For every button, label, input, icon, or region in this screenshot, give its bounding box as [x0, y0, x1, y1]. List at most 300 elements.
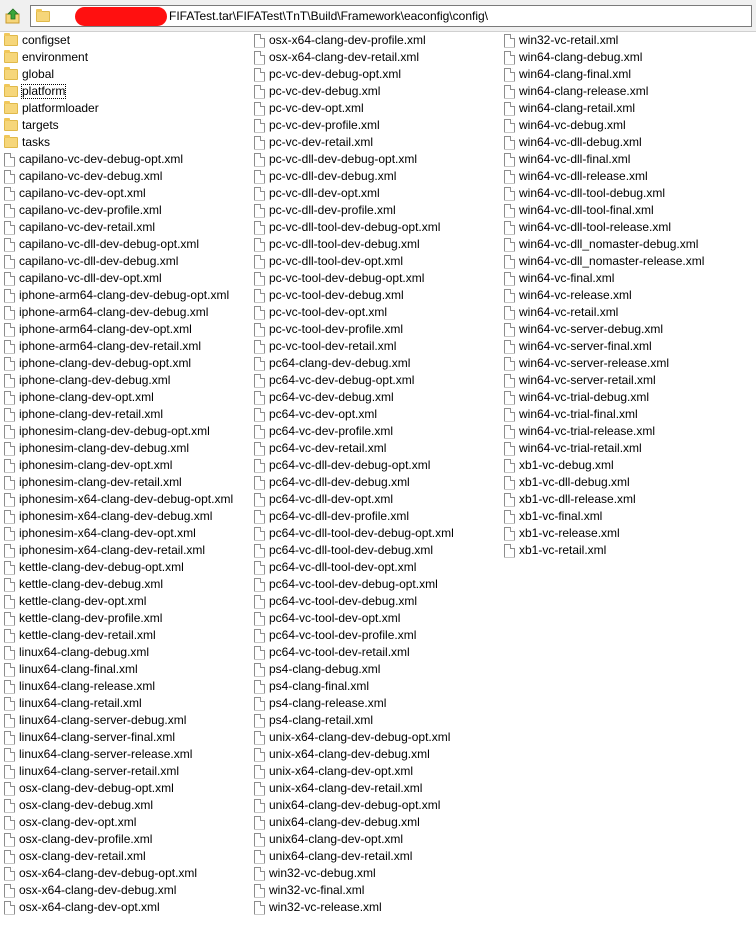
file-item[interactable]: [504, 151, 631, 168]
item-label: pc-vc-dll-tool-dev-debug-opt.xml: [269, 220, 441, 234]
file-icon: [254, 153, 265, 167]
file-icon: [254, 357, 265, 371]
file-item[interactable]: [254, 287, 405, 304]
item-label: kettle-clang-dev-retail.xml: [19, 628, 156, 642]
file-item[interactable]: [254, 474, 411, 491]
file-icon: [254, 408, 265, 422]
file-item[interactable]: [254, 559, 417, 576]
file-icon: [4, 578, 15, 592]
file-item[interactable]: [4, 304, 209, 321]
folder-item[interactable]: [4, 83, 66, 100]
file-item[interactable]: [4, 372, 171, 389]
file-icon: [254, 170, 265, 184]
file-item[interactable]: [4, 814, 137, 831]
file-icon: [254, 714, 265, 728]
file-item[interactable]: [254, 831, 404, 848]
item-label: pc64-clang-dev-debug.xml: [269, 356, 411, 370]
file-icon: [254, 748, 265, 762]
item-label: capilano-vc-dll-dev-opt.xml: [19, 271, 162, 285]
file-icon: [254, 629, 265, 643]
item-label: win32-vc-release.xml: [269, 900, 382, 914]
file-item[interactable]: [254, 151, 418, 168]
file-item[interactable]: [254, 491, 394, 508]
file-item[interactable]: [254, 185, 381, 202]
file-item[interactable]: [254, 678, 370, 695]
item-label: xb1-vc-final.xml: [519, 509, 603, 523]
item-label: ps4-clang-release.xml: [269, 696, 387, 710]
file-item[interactable]: [4, 508, 213, 525]
file-item[interactable]: [4, 865, 198, 882]
file-item[interactable]: [4, 559, 185, 576]
item-label: win64-vc-trial-release.xml: [519, 424, 656, 438]
file-item[interactable]: [254, 83, 381, 100]
file-icon: [254, 782, 265, 796]
file-item[interactable]: [4, 253, 179, 270]
file-item[interactable]: [4, 151, 184, 168]
file-item[interactable]: [504, 372, 657, 389]
file-icon: [4, 816, 15, 830]
file-item[interactable]: [254, 168, 397, 185]
file-item[interactable]: [254, 270, 425, 287]
file-icon: [4, 493, 15, 507]
item-label: unix64-clang-dev-opt.xml: [269, 832, 404, 846]
item-label: pc64-vc-dev-retail.xml: [269, 441, 387, 455]
file-item[interactable]: [4, 491, 234, 508]
item-label: pc-vc-dll-dev-debug.xml: [269, 169, 397, 183]
file-icon: [504, 51, 515, 65]
item-label: win64-vc-dll-final.xml: [519, 152, 631, 166]
item-label: pc64-vc-dll-dev-opt.xml: [269, 492, 394, 506]
file-item[interactable]: [4, 831, 153, 848]
file-item[interactable]: [254, 338, 397, 355]
file-icon: [254, 646, 265, 660]
file-item[interactable]: [504, 117, 627, 134]
file-item[interactable]: [4, 474, 183, 491]
file-item[interactable]: [254, 899, 383, 916]
file-item[interactable]: [504, 134, 643, 151]
file-item[interactable]: [4, 423, 211, 440]
file-icon: [504, 136, 515, 150]
file-item[interactable]: [504, 338, 653, 355]
file-item[interactable]: [254, 848, 413, 865]
item-label: unix-x64-clang-dev-retail.xml: [269, 781, 423, 795]
file-item[interactable]: [254, 236, 421, 253]
file-item[interactable]: [254, 763, 414, 780]
item-label: win64-vc-dll_nomaster-debug.xml: [519, 237, 699, 251]
item-label: linux64-clang-retail.xml: [19, 696, 142, 710]
file-item[interactable]: [4, 389, 155, 406]
folder-item[interactable]: [4, 100, 100, 117]
item-label: pc-vc-tool-dev-debug.xml: [269, 288, 404, 302]
item-label: xb1-vc-debug.xml: [519, 458, 614, 472]
file-item[interactable]: [4, 899, 161, 916]
item-label: pc64-vc-tool-dev-profile.xml: [269, 628, 417, 642]
file-item[interactable]: [4, 525, 197, 542]
file-item[interactable]: [254, 423, 394, 440]
file-item[interactable]: [4, 678, 156, 695]
item-label: win32-vc-retail.xml: [519, 33, 619, 47]
file-item[interactable]: [4, 712, 187, 729]
file-item[interactable]: [4, 185, 147, 202]
item-label: iphonesim-clang-dev-opt.xml: [19, 458, 173, 472]
file-item[interactable]: [254, 440, 387, 457]
file-item[interactable]: [504, 253, 705, 270]
item-label: osx-x64-clang-dev-debug-opt.xml: [19, 866, 198, 880]
file-icon: [254, 68, 265, 82]
file-icon: [254, 340, 265, 354]
file-icon: [254, 187, 265, 201]
item-label: capilano-vc-dll-dev-debug.xml: [19, 254, 179, 268]
file-item[interactable]: [4, 321, 193, 338]
file-item[interactable]: [254, 780, 423, 797]
file-icon: [504, 442, 515, 456]
file-icon: [254, 850, 265, 864]
file-icon: [4, 765, 15, 779]
file-icon: [4, 374, 15, 388]
file-item[interactable]: [4, 406, 164, 423]
item-label: win64-vc-dll-release.xml: [519, 169, 648, 183]
file-icon: [504, 170, 515, 184]
item-label: xb1-vc-release.xml: [519, 526, 620, 540]
file-item[interactable]: [254, 593, 418, 610]
file-item[interactable]: [4, 219, 156, 236]
item-label: pc64-vc-tool-dev-debug.xml: [269, 594, 418, 608]
item-label: unix64-clang-dev-retail.xml: [269, 849, 413, 863]
path-text: FIFATest.tar\FIFATest\TnT\Build\Framework\eaconfig\config\: [169, 9, 488, 23]
file-icon: [4, 221, 15, 235]
file-icon: [254, 884, 265, 898]
file-icon: [504, 476, 515, 490]
folder-icon: [4, 137, 18, 148]
file-icon: [504, 272, 515, 286]
item-label: pc64-vc-dev-profile.xml: [269, 424, 394, 438]
item-label: pc-vc-tool-dev-retail.xml: [269, 339, 397, 353]
file-item[interactable]: [254, 100, 365, 117]
item-label: linux64-clang-release.xml: [19, 679, 156, 693]
file-item[interactable]: [254, 219, 441, 236]
item-label: osx-x64-clang-dev-profile.xml: [269, 33, 426, 47]
item-label: iphonesim-x64-clang-dev-opt.xml: [19, 526, 196, 540]
file-item[interactable]: [504, 491, 637, 508]
item-label: osx-x64-clang-dev-retail.xml: [269, 50, 420, 64]
file-icon: [4, 187, 15, 201]
file-icon: [504, 459, 515, 473]
item-label: pc64-vc-dll-tool-dev-debug.xml: [269, 543, 434, 557]
item-label: pc64-vc-tool-dev-debug-opt.xml: [269, 577, 438, 591]
file-item[interactable]: [254, 253, 404, 270]
file-item[interactable]: [254, 576, 439, 593]
item-label: capilano-vc-dev-opt.xml: [19, 186, 146, 200]
item-label: pc64-vc-dll-dev-profile.xml: [269, 509, 410, 523]
file-item[interactable]: [4, 780, 175, 797]
file-item[interactable]: [254, 729, 451, 746]
file-item[interactable]: [254, 406, 378, 423]
item-label: pc64-vc-dev-opt.xml: [269, 407, 378, 421]
folder-item[interactable]: [4, 134, 51, 151]
file-item[interactable]: [254, 610, 401, 627]
file-item[interactable]: [504, 168, 649, 185]
file-item[interactable]: [504, 202, 655, 219]
file-item[interactable]: [504, 457, 615, 474]
file-icon: [254, 391, 265, 405]
file-icon: [504, 374, 515, 388]
file-item[interactable]: [504, 185, 666, 202]
file-item[interactable]: [504, 32, 619, 49]
file-item[interactable]: [254, 695, 387, 712]
file-item[interactable]: [254, 202, 397, 219]
file-item[interactable]: [4, 729, 176, 746]
folder-icon: [4, 52, 18, 63]
file-item[interactable]: [4, 202, 163, 219]
file-item[interactable]: [4, 542, 206, 559]
file-item[interactable]: [254, 355, 411, 372]
file-item[interactable]: [504, 287, 633, 304]
file-item[interactable]: [504, 542, 607, 559]
item-label: win64-clang-retail.xml: [519, 101, 636, 115]
file-item[interactable]: [254, 372, 415, 389]
file-item[interactable]: [504, 49, 643, 66]
file-icon: [504, 102, 515, 116]
file-item[interactable]: [254, 66, 402, 83]
file-icon: [4, 459, 15, 473]
item-label: xb1-vc-dll-debug.xml: [519, 475, 630, 489]
item-label: linux64-clang-server-final.xml: [19, 730, 176, 744]
file-icon: [254, 272, 265, 286]
item-label: platform: [22, 84, 66, 98]
item-label: global: [22, 67, 55, 81]
file-item[interactable]: [504, 389, 650, 406]
file-item[interactable]: [4, 644, 150, 661]
folder-item[interactable]: [4, 66, 55, 83]
item-label: win64-vc-trial-debug.xml: [519, 390, 650, 404]
file-item[interactable]: [254, 882, 365, 899]
file-item[interactable]: [4, 338, 202, 355]
file-item[interactable]: [254, 542, 434, 559]
file-item[interactable]: [504, 66, 632, 83]
file-icon: [254, 374, 265, 388]
file-item[interactable]: [4, 661, 139, 678]
file-icon: [254, 442, 265, 456]
file-item[interactable]: [504, 219, 672, 236]
folder-item[interactable]: [4, 32, 71, 49]
file-icon: [4, 884, 15, 898]
item-label: win64-vc-dll-debug.xml: [519, 135, 642, 149]
file-icon: [4, 544, 15, 558]
file-icon: [504, 68, 515, 82]
file-icon: [504, 544, 515, 558]
file-item[interactable]: [254, 797, 441, 814]
item-label: pc64-vc-dev-debug.xml: [269, 390, 394, 404]
file-item[interactable]: [504, 100, 636, 117]
file-item[interactable]: [254, 746, 431, 763]
item-label: win32-vc-final.xml: [269, 883, 365, 897]
item-label: iphone-clang-dev-debug-opt.xml: [19, 356, 192, 370]
item-label: win64-vc-final.xml: [519, 271, 615, 285]
item-label: win64-vc-server-final.xml: [519, 339, 652, 353]
file-item[interactable]: [4, 236, 200, 253]
item-label: targets: [22, 118, 59, 132]
file-icon: [504, 323, 515, 337]
file-item[interactable]: [4, 746, 193, 763]
file-item[interactable]: [254, 865, 377, 882]
file-item[interactable]: [504, 440, 643, 457]
item-label: kettle-clang-dev-debug-opt.xml: [19, 560, 184, 574]
folder-icon: [4, 120, 18, 131]
file-item[interactable]: [254, 304, 388, 321]
item-label: win64-vc-trial-final.xml: [519, 407, 638, 421]
file-item[interactable]: [254, 32, 427, 49]
item-label: ps4-clang-debug.xml: [269, 662, 381, 676]
file-icon: [4, 408, 15, 422]
file-icon: [254, 34, 265, 48]
file-item[interactable]: [504, 508, 603, 525]
file-icon: [504, 119, 515, 133]
path-field[interactable]: [30, 5, 752, 27]
item-label: iphone-arm64-clang-dev-debug-opt.xml: [19, 288, 230, 302]
file-item[interactable]: [4, 627, 157, 644]
file-item[interactable]: [4, 168, 163, 185]
item-label: iphonesim-x64-clang-dev-debug-opt.xml: [19, 492, 234, 506]
folder-item[interactable]: [4, 117, 60, 134]
item-label: win64-vc-server-debug.xml: [519, 322, 664, 336]
file-icon: [504, 187, 515, 201]
item-label: osx-clang-dev-opt.xml: [19, 815, 137, 829]
file-icon: [4, 476, 15, 490]
file-item[interactable]: [254, 321, 404, 338]
file-item[interactable]: [4, 287, 230, 304]
file-item[interactable]: [254, 661, 381, 678]
file-item[interactable]: [254, 457, 431, 474]
item-label: osx-clang-dev-profile.xml: [19, 832, 153, 846]
item-label: win64-vc-dll-tool-debug.xml: [519, 186, 666, 200]
file-item[interactable]: [254, 814, 421, 831]
file-item[interactable]: [504, 83, 649, 100]
item-label: iphone-clang-dev-opt.xml: [19, 390, 154, 404]
file-icon: [254, 306, 265, 320]
file-item[interactable]: [504, 270, 615, 287]
file-icon: [254, 289, 265, 303]
item-label: pc-vc-dev-opt.xml: [269, 101, 364, 115]
file-item[interactable]: [4, 270, 163, 287]
file-icon: [4, 680, 15, 694]
item-label: pc-vc-dll-tool-dev-debug.xml: [269, 237, 420, 251]
file-icon: [254, 510, 265, 524]
file-item[interactable]: [504, 355, 670, 372]
item-label: pc64-vc-dev-debug-opt.xml: [269, 373, 415, 387]
file-icon: [4, 561, 15, 575]
file-item[interactable]: [504, 321, 664, 338]
file-item[interactable]: [4, 440, 190, 457]
file-item[interactable]: [4, 797, 154, 814]
file-item[interactable]: [254, 508, 410, 525]
file-icon: [254, 221, 265, 235]
file-item[interactable]: [4, 848, 147, 865]
file-icon: [504, 391, 515, 405]
file-icon: [504, 255, 515, 269]
file-item[interactable]: [504, 474, 631, 491]
item-label: iphone-arm64-clang-dev-retail.xml: [19, 339, 202, 353]
item-label: xb1-vc-dll-release.xml: [519, 492, 636, 506]
item-label: environment: [22, 50, 89, 64]
file-item[interactable]: [4, 610, 163, 627]
item-label: tasks: [22, 135, 51, 149]
file-item[interactable]: [254, 525, 455, 542]
item-label: unix-x64-clang-dev-opt.xml: [269, 764, 414, 778]
item-label: iphonesim-clang-dev-debug.xml: [19, 441, 190, 455]
item-label: pc64-vc-tool-dev-opt.xml: [269, 611, 401, 625]
item-label: osx-clang-dev-retail.xml: [19, 849, 146, 863]
item-label: pc-vc-dll-dev-debug-opt.xml: [269, 152, 418, 166]
file-item[interactable]: [254, 712, 374, 729]
file-item[interactable]: [504, 236, 699, 253]
file-item[interactable]: [4, 882, 177, 899]
file-item[interactable]: [504, 304, 619, 321]
file-item[interactable]: [4, 355, 192, 372]
item-label: win64-clang-final.xml: [519, 67, 632, 81]
file-icon: [504, 357, 515, 371]
file-item[interactable]: [254, 49, 420, 66]
item-label: iphone-arm64-clang-dev-debug.xml: [19, 305, 209, 319]
item-label: win64-vc-server-release.xml: [519, 356, 670, 370]
file-item[interactable]: [254, 627, 417, 644]
item-label: pc-vc-dll-dev-profile.xml: [269, 203, 396, 217]
file-item[interactable]: [4, 695, 143, 712]
item-label: win64-clang-release.xml: [519, 84, 649, 98]
file-item[interactable]: [4, 763, 180, 780]
folder-icon: [4, 86, 18, 97]
item-label: pc-vc-dll-dev-opt.xml: [269, 186, 380, 200]
item-label: kettle-clang-dev-profile.xml: [19, 611, 163, 625]
item-label: win64-vc-trial-retail.xml: [519, 441, 642, 455]
file-item[interactable]: [504, 525, 621, 542]
item-label: configset: [22, 33, 71, 47]
item-label: win64-vc-dll-tool-final.xml: [519, 203, 654, 217]
file-item[interactable]: [254, 134, 374, 151]
file-item[interactable]: [4, 593, 147, 610]
file-icon: [254, 544, 265, 558]
file-icon: [504, 204, 515, 218]
file-icon: [254, 833, 265, 847]
file-icon: [4, 391, 15, 405]
file-icon: [254, 476, 265, 490]
folder-item[interactable]: [4, 49, 89, 66]
item-label: linux64-clang-debug.xml: [19, 645, 150, 659]
file-icon: [254, 799, 265, 813]
file-icon: [504, 289, 515, 303]
file-item[interactable]: [504, 423, 656, 440]
file-list[interactable]: [0, 31, 756, 927]
file-icon: [504, 425, 515, 439]
file-item[interactable]: [4, 576, 164, 593]
item-label: win32-vc-debug.xml: [269, 866, 376, 880]
file-item[interactable]: [4, 457, 173, 474]
file-item[interactable]: [254, 644, 411, 661]
file-item[interactable]: [254, 117, 381, 134]
file-item[interactable]: [254, 389, 395, 406]
file-icon: [4, 629, 15, 643]
item-label: osx-clang-dev-debug-opt.xml: [19, 781, 174, 795]
file-icon: [254, 459, 265, 473]
file-icon: [4, 425, 15, 439]
up-folder-button[interactable]: [4, 7, 22, 25]
folder-icon: [4, 35, 18, 46]
item-label: win64-vc-release.xml: [519, 288, 632, 302]
file-icon: [4, 204, 15, 218]
file-item[interactable]: [504, 406, 639, 423]
item-label: win64-vc-debug.xml: [519, 118, 626, 132]
item-label: capilano-vc-dev-retail.xml: [19, 220, 156, 234]
file-icon: [254, 867, 265, 881]
